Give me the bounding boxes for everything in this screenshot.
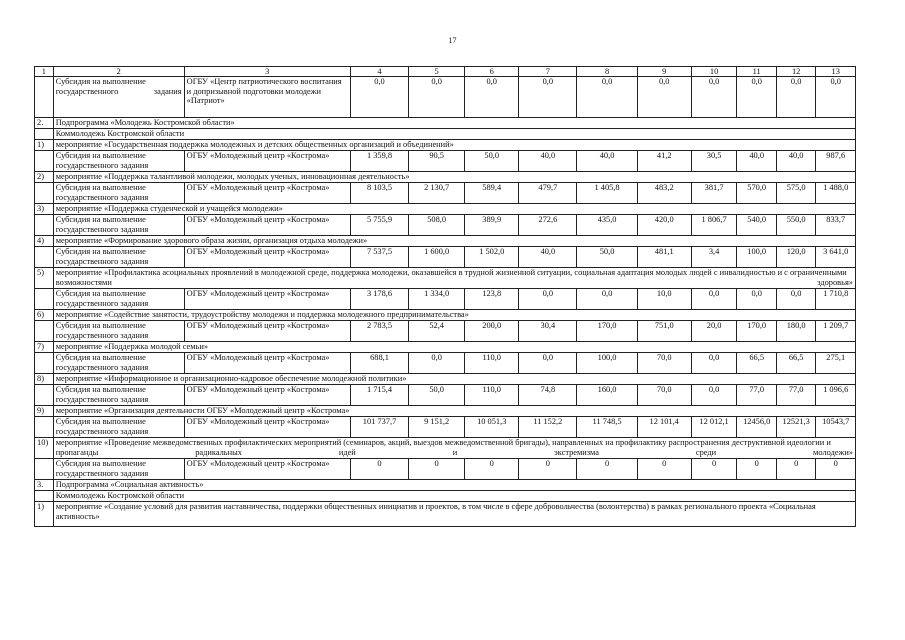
event-number: 7) [35,342,54,353]
header-cell: 2 [53,67,184,77]
agency-name: Коммолодежь Костромской области [53,491,855,502]
table-row [35,215,856,236]
table-row [35,289,856,310]
value-cell: 2 130,7 [409,183,465,204]
value-cell: 550,0 [776,215,815,236]
funding-label: Субсидия на выполнение государственного задания [53,385,184,406]
subprogram-number: 3. [35,480,54,491]
value-cell: 0,0 [737,289,776,310]
organization-cell: ОГБУ «Центр патриотического воспитания и допризывной подготовки молодежи «Патриот» [184,77,350,118]
value-cell: 589,4 [465,183,519,204]
agency-name: Коммолодежь Костромской области [53,129,855,140]
event-row [35,268,856,289]
event-number: 9) [35,406,54,417]
subprogram-title: Подпрограмма «Молодежь Костромской области» [53,118,855,129]
event-number: 5) [35,268,54,289]
value-cell: 100,0 [737,247,776,268]
agency-row [35,129,856,140]
header-cell: 13 [816,67,856,77]
event-title: мероприятие «Создание условий для развития наставничества, поддержки общественных инициатив и проектов, в том числе в сфере добровольчества (волонтерства) в рамках регионального проекта «Социальная активность» [53,502,855,527]
value-cell: 100,0 [577,353,637,374]
row-number-cell [35,417,54,438]
value-cell: 0 [519,459,577,480]
value-cell: 12 012,1 [691,417,737,438]
event-number: 3) [35,204,54,215]
value-cell: 120,0 [776,247,815,268]
value-cell: 688,1 [350,353,408,374]
value-cell: 66,5 [776,353,815,374]
event-row [35,438,856,459]
value-cell: 90,5 [409,151,465,172]
organization-cell: ОГБУ «Молодежный центр «Кострома» [184,183,350,204]
funding-label: Субсидия на выполнение государственного задания [53,459,184,480]
value-cell: 5 755,9 [350,215,408,236]
value-cell: 30,4 [519,321,577,342]
value-cell: 2 783,5 [350,321,408,342]
value-cell: 11 748,5 [577,417,637,438]
value-cell: 10,0 [637,289,691,310]
value-cell: 170,0 [577,321,637,342]
value-cell: 1 502,0 [465,247,519,268]
value-cell: 3 641,0 [816,247,856,268]
value-cell: 20,0 [691,321,737,342]
value-cell: 12456,0 [737,417,776,438]
value-cell: 1 334,0 [409,289,465,310]
funding-label: Субсидия на выполнение государственного задания [53,151,184,172]
event-number: 8) [35,374,54,385]
budget-table [34,66,856,527]
funding-label: Субсидия на выполнение государственного задания [53,215,184,236]
table-row [35,353,856,374]
header-cell: 10 [691,67,737,77]
value-cell: 10 051,3 [465,417,519,438]
value-cell: 50,0 [465,151,519,172]
table-row [35,151,856,172]
table-row [35,247,856,268]
value-cell: 381,7 [691,183,737,204]
event-number: 1) [35,502,54,527]
value-cell: 0,0 [776,77,815,118]
event-title: мероприятие «Поддержка студенческой и учащейся молодежи» [53,204,855,215]
value-cell: 40,0 [577,151,637,172]
event-row [35,502,856,527]
value-cell: 0 [816,459,856,480]
value-cell: 40,0 [737,151,776,172]
value-cell: 751,0 [637,321,691,342]
value-cell: 0,0 [519,77,577,118]
value-cell: 70,0 [637,353,691,374]
header-cell: 12 [776,67,815,77]
value-cell: 1 488,0 [816,183,856,204]
value-cell: 77,0 [737,385,776,406]
subprogram-row [35,480,856,491]
value-cell: 1 806,7 [691,215,737,236]
event-number: 6) [35,310,54,321]
funding-label: Субсидия на выполнение государственного задания [53,417,184,438]
value-cell: 101 737,7 [350,417,408,438]
organization-cell: ОГБУ «Молодежный центр «Кострома» [184,321,350,342]
value-cell: 180,0 [776,321,815,342]
event-title: мероприятие «Государственная поддержка молодежных и детских общественных организаций и объединений» [53,140,855,151]
header-cell: 8 [577,67,637,77]
value-cell: 420,0 [637,215,691,236]
value-cell: 40,0 [519,151,577,172]
organization-cell: ОГБУ «Молодежный центр «Кострома» [184,247,350,268]
value-cell: 0,0 [691,353,737,374]
header-cell: 11 [737,67,776,77]
table-row [35,459,856,480]
value-cell: 3,4 [691,247,737,268]
header-row [35,67,856,77]
table-row [35,77,856,118]
value-cell: 0 [776,459,815,480]
row-number-cell [35,491,54,502]
event-number: 4) [35,236,54,247]
funding-label: Субсидия на выполнение государственного задания [53,77,184,118]
value-cell: 9 151,2 [409,417,465,438]
value-cell: 0,0 [816,77,856,118]
funding-label: Субсидия на выполнение государственного задания [53,247,184,268]
organization-cell: ОГБУ «Молодежный центр «Кострома» [184,289,350,310]
value-cell: 1 096,6 [816,385,856,406]
value-cell: 160,0 [577,385,637,406]
value-cell: 0 [350,459,408,480]
value-cell: 987,6 [816,151,856,172]
value-cell: 0,0 [465,77,519,118]
funding-label: Субсидия на выполнение государственного задания [53,321,184,342]
event-title: мероприятие «Проведение межведомственных профилактических мероприятий (семинаров, акций, выездов межведомственной бригады), направленных на профилактику распространения деструктивной идеологии и пропаганды радикальных идей и экстремизма среди молодежи» [53,438,855,459]
event-row [35,310,856,321]
value-cell: 0,0 [776,289,815,310]
value-cell: 50,0 [409,385,465,406]
value-cell: 0 [691,459,737,480]
value-cell: 74,8 [519,385,577,406]
table-row [35,183,856,204]
subprogram-title: Подпрограмма «Социальная активность» [53,480,855,491]
header-cell: 4 [350,67,408,77]
event-title: мероприятие «Информационное и организационно-кадровое обеспечение молодежной политики» [53,374,855,385]
row-number-cell [35,77,54,118]
header-cell: 6 [465,67,519,77]
organization-cell: ОГБУ «Молодежный центр «Кострома» [184,385,350,406]
event-row [35,204,856,215]
value-cell: 575,0 [776,183,815,204]
row-number-cell [35,385,54,406]
event-title: мероприятие «Поддержка талантливой молодежи, молодых ученых, инновационная деятельность» [53,172,855,183]
value-cell: 0,0 [577,289,637,310]
value-cell: 8 103,5 [350,183,408,204]
value-cell: 0 [409,459,465,480]
value-cell: 0,0 [691,77,737,118]
funding-label: Субсидия на выполнение государственного задания [53,183,184,204]
value-cell: 30,5 [691,151,737,172]
value-cell: 0,0 [577,77,637,118]
organization-cell: ОГБУ «Молодежный центр «Кострома» [184,215,350,236]
page-number: 17 [448,36,457,45]
value-cell: 0,0 [737,77,776,118]
header-cell: 7 [519,67,577,77]
row-number-cell [35,321,54,342]
value-cell: 170,0 [737,321,776,342]
value-cell: 77,0 [776,385,815,406]
value-cell: 0 [737,459,776,480]
table-body [35,67,856,527]
value-cell: 7 537,5 [350,247,408,268]
value-cell: 483,2 [637,183,691,204]
event-row [35,236,856,247]
table-row [35,321,856,342]
table-row [35,385,856,406]
row-number-cell [35,353,54,374]
value-cell: 481,1 [637,247,691,268]
agency-row [35,491,856,502]
value-cell: 66,5 [737,353,776,374]
row-number-cell [35,247,54,268]
organization-cell: ОГБУ «Молодежный центр «Кострома» [184,459,350,480]
value-cell: 0,0 [519,353,577,374]
row-number-cell [35,151,54,172]
value-cell: 0,0 [519,289,577,310]
value-cell: 11 152,2 [519,417,577,438]
subprogram-number: 2. [35,118,54,129]
value-cell: 1 715,4 [350,385,408,406]
event-number: 2) [35,172,54,183]
value-cell: 12 101,4 [637,417,691,438]
value-cell: 479,7 [519,183,577,204]
event-number: 1) [35,140,54,151]
organization-cell: ОГБУ «Молодежный центр «Кострома» [184,353,350,374]
value-cell: 1 359,8 [350,151,408,172]
row-number-cell [35,215,54,236]
funding-label: Субсидия на выполнение государственного задания [53,353,184,374]
event-title: мероприятие «Профилактика асоциальных проявлений в молодежной среде, поддержка молодежи, оказавшейся в трудной жизненной ситуации, социальная адаптация молодых людей с инвалидностью и с ограниченными возможностями здоровья» [53,268,855,289]
value-cell: 0,0 [637,77,691,118]
value-cell: 12521,3 [776,417,815,438]
value-cell: 50,0 [577,247,637,268]
value-cell: 1 209,7 [816,321,856,342]
value-cell: 1 405,8 [577,183,637,204]
event-title: мероприятие «Содействие занятости, трудоустройству молодежи и поддержка молодежного предпринимательства» [53,310,855,321]
value-cell: 0,0 [409,353,465,374]
value-cell: 0,0 [691,385,737,406]
value-cell: 10543,7 [816,417,856,438]
value-cell: 833,7 [816,215,856,236]
row-number-cell [35,289,54,310]
value-cell: 52,4 [409,321,465,342]
value-cell: 389,9 [465,215,519,236]
funding-label: Субсидия на выполнение государственного задания [53,289,184,310]
event-row [35,172,856,183]
event-row [35,140,856,151]
event-row [35,342,856,353]
event-title: мероприятие «Формирование здорового образа жизни, организация отдыха молодежи» [53,236,855,247]
event-row [35,374,856,385]
organization-cell: ОГБУ «Молодежный центр «Кострома» [184,417,350,438]
value-cell: 0,0 [409,77,465,118]
table-row [35,417,856,438]
organization-cell: ОГБУ «Молодежный центр «Кострома» [184,151,350,172]
event-title: мероприятие «Поддержка молодой семьи» [53,342,855,353]
event-number: 10) [35,438,54,459]
value-cell: 0 [577,459,637,480]
value-cell: 3 178,6 [350,289,408,310]
event-row [35,406,856,417]
header-cell: 5 [409,67,465,77]
header-cell: 9 [637,67,691,77]
value-cell: 1 710,8 [816,289,856,310]
value-cell: 110,0 [465,353,519,374]
value-cell: 508,0 [409,215,465,236]
row-number-cell [35,129,54,140]
value-cell: 40,0 [519,247,577,268]
value-cell: 40,0 [776,151,815,172]
value-cell: 0 [465,459,519,480]
header-cell: 3 [184,67,350,77]
value-cell: 0,0 [691,289,737,310]
row-number-cell [35,459,54,480]
value-cell: 41,2 [637,151,691,172]
row-number-cell [35,183,54,204]
header-cell: 1 [35,67,54,77]
value-cell: 0,0 [350,77,408,118]
value-cell: 1 600,0 [409,247,465,268]
value-cell: 570,0 [737,183,776,204]
value-cell: 70,0 [637,385,691,406]
value-cell: 0 [637,459,691,480]
value-cell: 540,0 [737,215,776,236]
subprogram-row [35,118,856,129]
event-title: мероприятие «Организация деятельности ОГБУ «Молодежный центр «Кострома» [53,406,855,417]
value-cell: 200,0 [465,321,519,342]
value-cell: 435,0 [577,215,637,236]
value-cell: 123,8 [465,289,519,310]
value-cell: 110,0 [465,385,519,406]
value-cell: 275,1 [816,353,856,374]
value-cell: 272,6 [519,215,577,236]
